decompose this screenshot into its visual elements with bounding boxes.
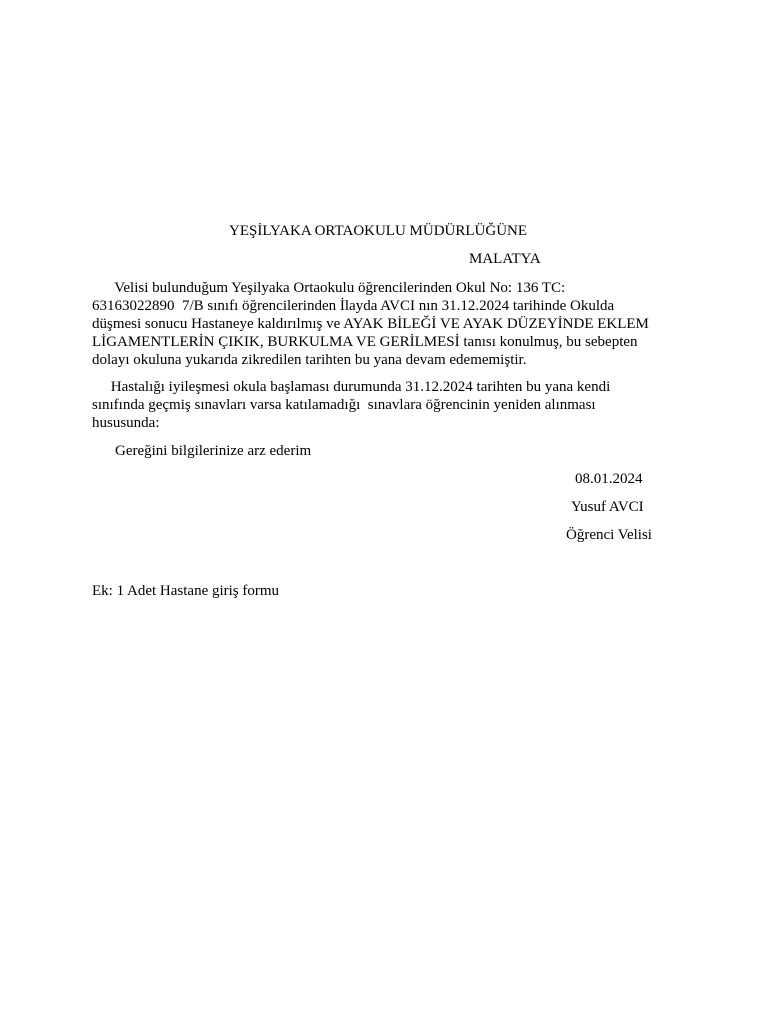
- paragraph-2-line: sınıfında geçmiş sınavları varsa katılamadığı sınavlara öğrencinin yeniden alınması: [92, 397, 596, 413]
- paragraph-1-line: düşmesi sonucu Hastaneye kaldırılmış ve AYAK BİLEĞİ VE AYAK DÜZEYİNDE EKLEM: [92, 316, 649, 332]
- document-city: MALATYA: [469, 251, 541, 267]
- attachment-note: Ek: 1 Adet Hastane giriş formu: [92, 583, 280, 599]
- paragraph-1-line: Velisi bulunduğum Yeşilyaka Ortaokulu öğrencilerinden Okul No: 136 TC:: [92, 280, 566, 296]
- paragraph-2-line: hususunda:: [92, 415, 160, 431]
- document-heading: YEŞİLYAKA ORTAOKULU MÜDÜRLÜĞÜNE: [229, 223, 528, 239]
- petition-paragraph-2: [92, 378, 610, 432]
- signer-role: Öğrenci Velisi: [566, 527, 652, 543]
- paragraph-1-line: 63163022890 7/B sınıfı öğrencilerinden İlayda AVCI nın 31.12.2024 tarihinde Okulda: [92, 298, 615, 314]
- paragraph-1-line: LİGAMENTLERİN ÇIKIK, BURKULMA VE GERİLMESİ tanısı konulmuş, bu sebepten: [92, 334, 638, 350]
- signer-name: Yusuf AVCI: [571, 499, 644, 515]
- paragraph-1-line: dolayı okuluna yukarıda zikredilen tarihten bu yana devam edememiştir.: [92, 352, 527, 368]
- petition-date: 08.01.2024: [575, 471, 643, 487]
- petition-paragraph-1: [92, 279, 649, 369]
- paragraph-2-line: Hastalığı iyileşmesi okula başlaması durumunda 31.12.2024 tarihten bu yana kendi: [92, 379, 611, 395]
- closing-sentence: Gereğini bilgilerinize arz ederim: [115, 443, 312, 459]
